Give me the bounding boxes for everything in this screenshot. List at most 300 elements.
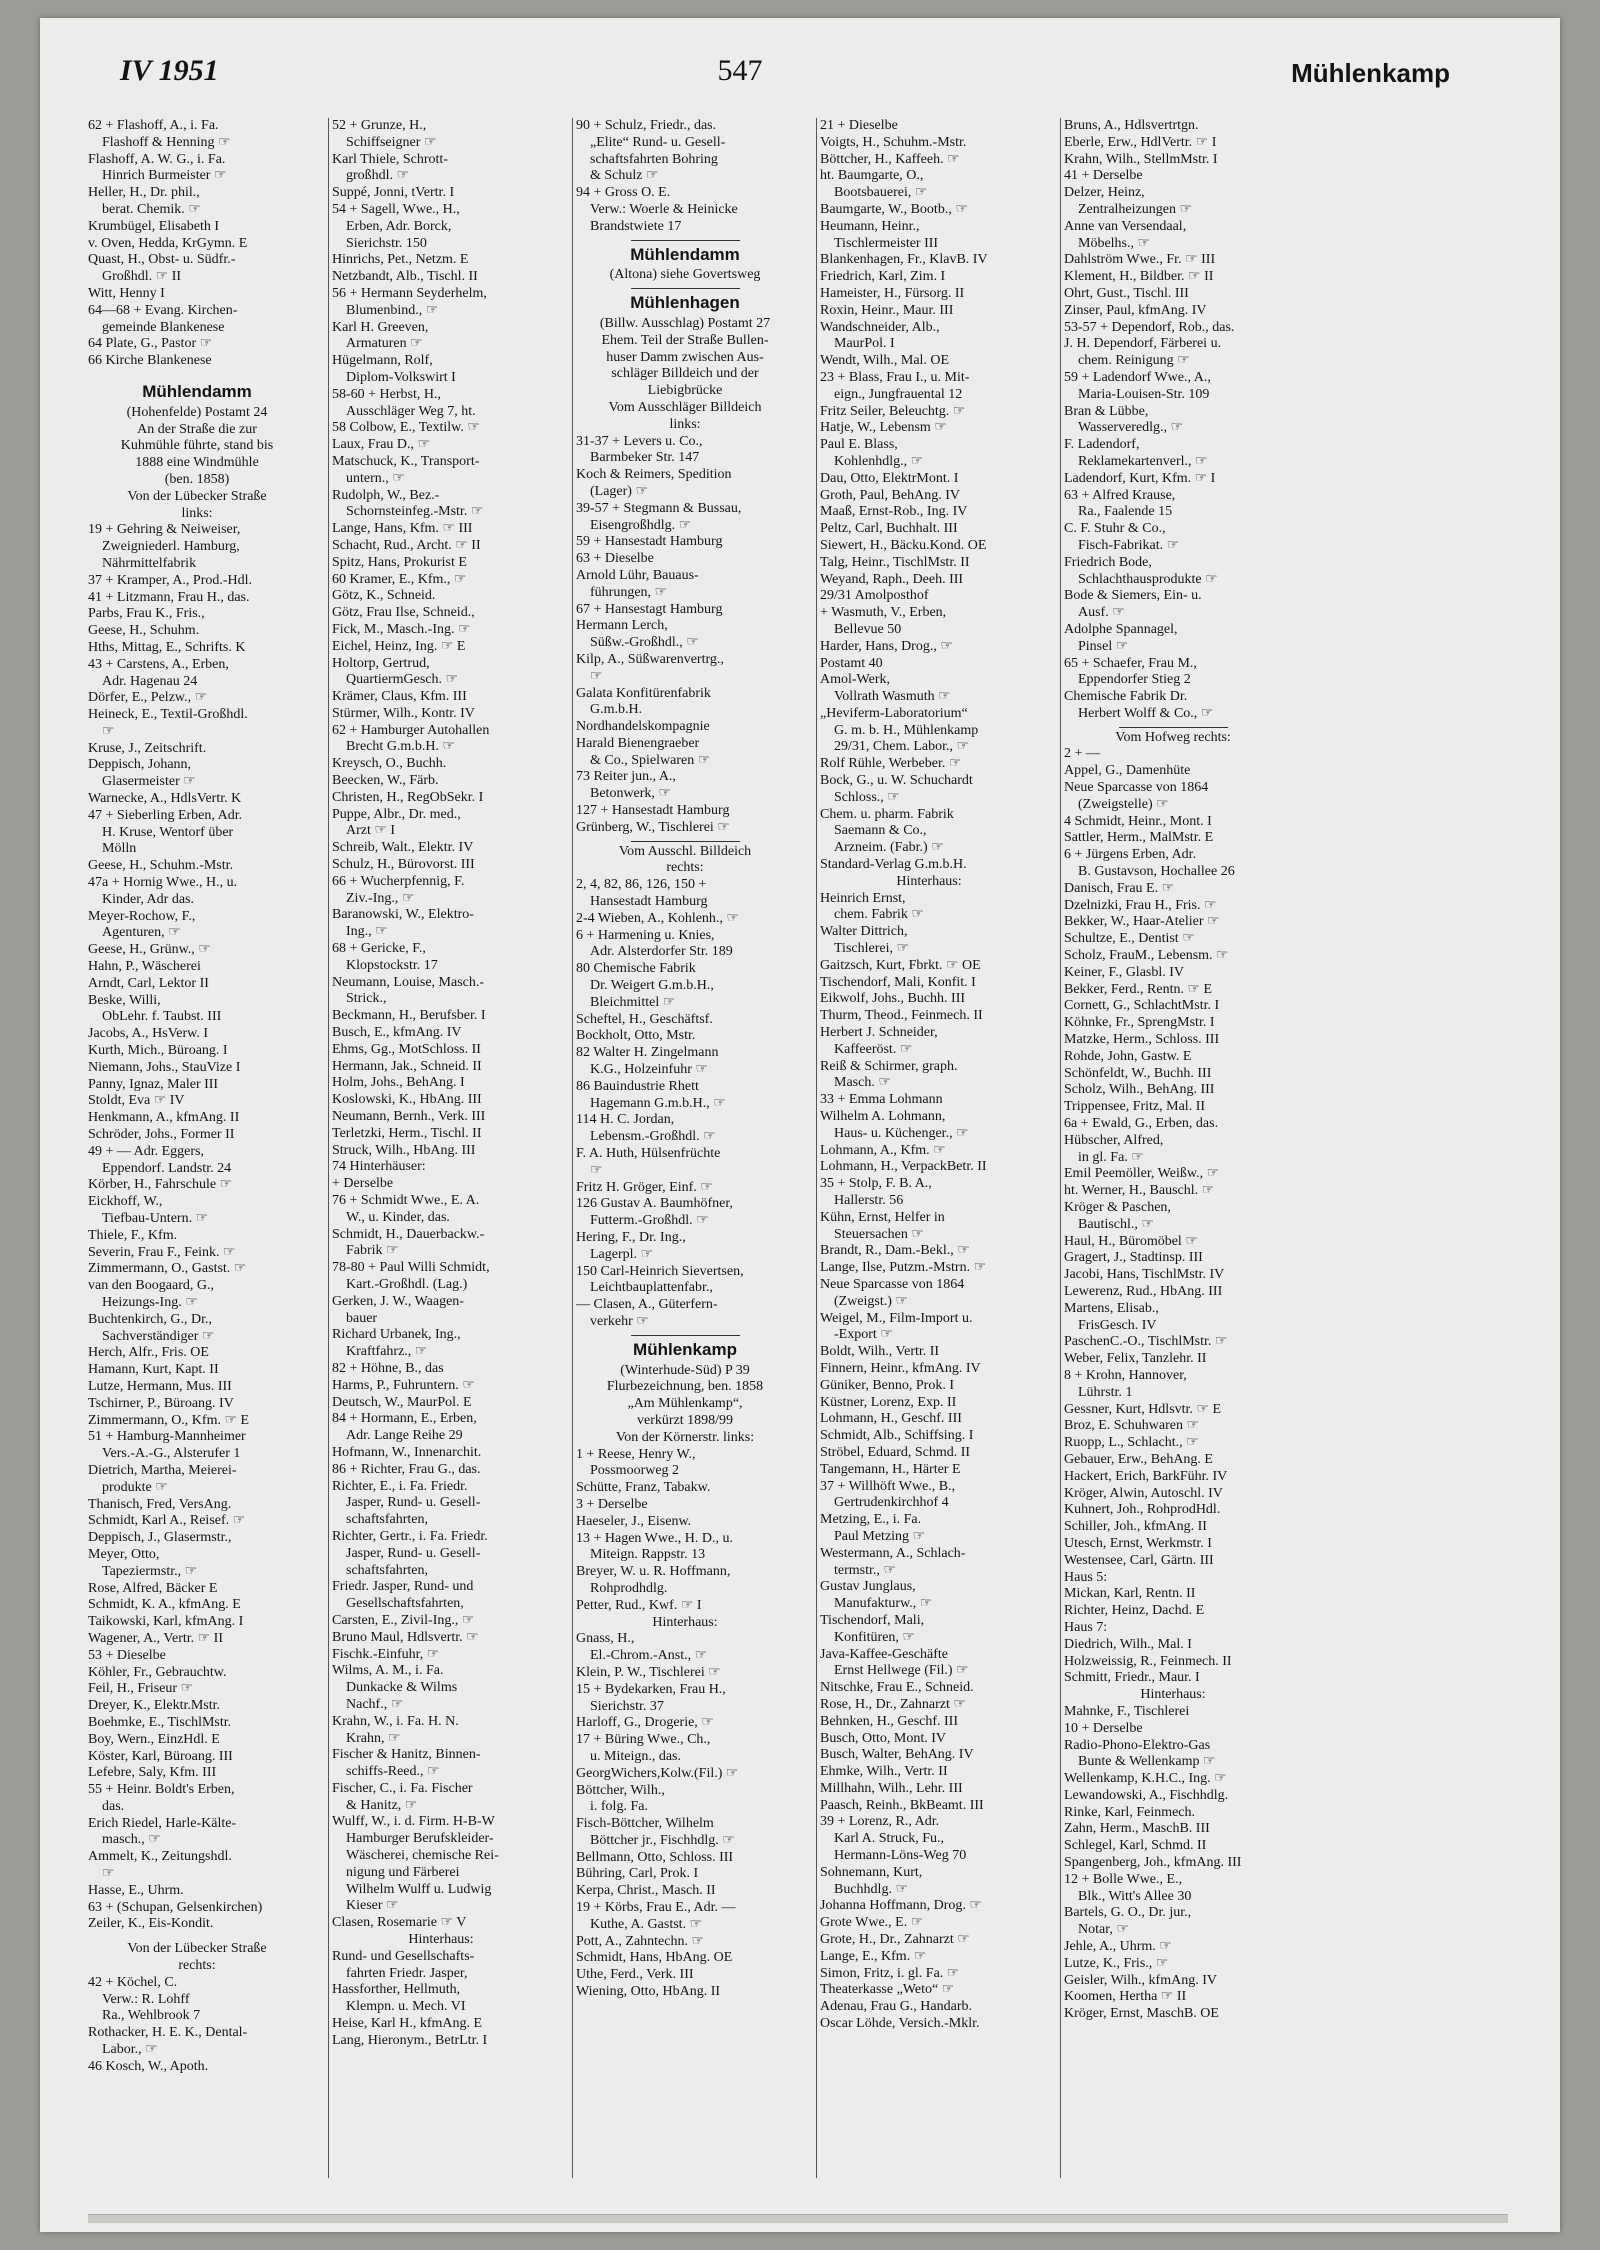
directory-entry: Laux, Frau D., ☞: [332, 437, 431, 453]
directory-entry: Karl Thiele, Schrott-: [332, 151, 448, 167]
directory-entry: Kruse, J., Zeitschrift.: [88, 740, 207, 756]
directory-entry: Wagener, A., Vertr. ☞ II: [88, 1630, 224, 1646]
directory-entry: 90 + Schulz, Friedr., das.: [576, 118, 717, 133]
directory-entry: Heller, H., Dr. phil.,: [88, 185, 200, 201]
directory-entry: 78-80 + Paul Willi Schmidt,: [332, 1260, 490, 1276]
directory-entry: Panny, Ignaz, Maler III: [88, 1076, 219, 1092]
street-heading: Mühlenkamp: [633, 1339, 737, 1359]
directory-entry: 64—68 + Evang. Kirchen-: [88, 302, 238, 318]
directory-entry: Simon, Fritz, i. gl. Fa. ☞: [820, 1965, 960, 1981]
directory-entry: 13 + Hagen Wwe., H. D., u.: [576, 1530, 733, 1546]
directory-entry: Tischendorf, Mali, Konfit. I: [820, 974, 976, 990]
directory-entry: Koomen, Hertha ☞ II: [1064, 1989, 1187, 2005]
directory-entry: Hameister, H., Fürsorg. II: [820, 285, 965, 301]
column-1: [88, 118, 306, 2076]
directory-entry: Millhahn, Wilh., Lehr. III: [820, 1780, 963, 1796]
directory-entry: Paul E. Blass,: [820, 437, 898, 453]
directory-entry: Tapeziermstr., ☞: [102, 1563, 198, 1579]
directory-page: [40, 18, 1560, 2232]
directory-entry: Krumbügel, Elisabeth I: [88, 218, 220, 234]
directory-entry: Niemann, Johs., StauVize I: [88, 1059, 241, 1075]
directory-entry: QuartiermGesch. ☞: [346, 672, 459, 688]
directory-entry: Gragert, J., Stadtinsp. III: [1064, 1250, 1203, 1266]
directory-entry: Krahn, W., i. Fa. H. N.: [332, 1713, 459, 1729]
directory-entry: Lutze, K., Fris., ☞: [1064, 1955, 1169, 1971]
directory-entry: Jasper, Rund- u. Gesell-: [346, 1545, 481, 1561]
directory-entry: Quast, H., Obst- u. Südfr.-: [88, 252, 236, 268]
directory-entry: Verw.: R. Lohff: [102, 1991, 190, 2007]
directory-entry: Bautischl., ☞: [1078, 1216, 1154, 1232]
directory-entry: Miteign. Rappstr. 13: [590, 1547, 706, 1563]
directory-entry: Pinsel ☞: [1078, 638, 1129, 654]
directory-entry: Eickhoff, W.,: [88, 1194, 163, 1210]
directory-entry: Hinrich Burmeister ☞: [102, 168, 227, 184]
directory-entry: Hinterhaus:: [652, 1614, 718, 1630]
directory-entry: Sierichstr. 150: [346, 235, 427, 251]
directory-entry: Adr. Alsterdorfer Str. 189: [590, 944, 733, 960]
directory-entry: Eppendorf. Landstr. 24: [102, 1160, 232, 1176]
directory-entry: Tangemann, H., Härter E: [820, 1461, 961, 1477]
directory-entry: Rothacker, H. E. K., Dental-: [88, 2025, 248, 2041]
directory-entry: Ammelt, K., Zeitungshdl.: [88, 1849, 232, 1865]
directory-entry: 63 + (Schupan, Gelsenkirchen): [88, 1899, 263, 1915]
directory-entry: Erben, Adr. Borck,: [346, 218, 452, 234]
directory-entry: Fritz Seiler, Beleuchtg. ☞: [820, 403, 966, 419]
directory-entry: Terletzki, Herm., Tischl. II: [332, 1125, 482, 1141]
directory-entry: Klement, H., Bildber. ☞ II: [1064, 269, 1214, 285]
directory-entry: Geese, H., Schuhm.: [88, 623, 200, 639]
directory-entry: Nordhandelskompagnie: [576, 719, 710, 735]
directory-entry: Vom Hofweg rechts:: [1115, 729, 1231, 745]
directory-entry: Gnass, H.,: [576, 1631, 635, 1647]
directory-entry: 86 + Richter, Frau G., das.: [332, 1461, 481, 1477]
directory-entry: Carsten, E., Zivil-Ing., ☞: [332, 1612, 475, 1628]
directory-entry: 66 Kirche Blankenese: [88, 353, 212, 369]
directory-entry: Dahlström Wwe., Fr. ☞ III: [1064, 252, 1216, 268]
directory-entry: Krahn, ☞: [346, 1730, 401, 1746]
directory-entry: ht. Baumgarte, O.,: [820, 168, 924, 184]
directory-entry: Neue Sparcasse von 1864: [820, 1276, 965, 1292]
directory-entry: Scheftel, H., Geschäftsf.: [576, 1011, 713, 1027]
directory-entry: (Lager) ☞: [590, 483, 649, 499]
directory-entry: Sachverständiger ☞: [102, 1328, 215, 1344]
directory-entry: 4 Schmidt, Heinr., Mont. I: [1064, 813, 1212, 829]
directory-entry: Grote, H., Dr., Zahnarzt ☞: [820, 1932, 970, 1948]
directory-entry: Ehmke, Wilh., Vertr. II: [820, 1764, 948, 1780]
directory-entry: schläger Billdeich und der: [611, 366, 759, 382]
directory-entry: Schmidt, H., Dauerbackw.-: [332, 1226, 485, 1242]
directory-entry: Verw.: Woerle & Heinicke: [590, 201, 738, 217]
directory-entry: Armaturen ☞: [346, 336, 423, 352]
directory-entry: Fischk.-Einfuhr, ☞: [332, 1646, 440, 1662]
directory-entry: 10 + Derselbe: [1064, 1720, 1143, 1736]
directory-entry: Lange, E., Kfm. ☞: [820, 1948, 927, 1964]
directory-entry: Zeiler, K., Eis-Kondit.: [88, 1916, 214, 1932]
directory-entry: Vom Ausschläger Billdeich: [608, 399, 762, 415]
directory-entry: Körber, H., Fahrschule ☞: [88, 1177, 233, 1193]
directory-entry: Heumann, Heinr.,: [820, 218, 920, 234]
directory-entry: Bekker, Ferd., Rentn. ☞ E: [1064, 981, 1213, 997]
directory-entry: Schütte, Franz, Tabakw.: [576, 1480, 711, 1496]
directory-entry: K.G., Holzeinfuhr ☞: [590, 1062, 708, 1078]
directory-entry: 63 + Dieselbe: [576, 551, 654, 567]
directory-entry: Lange, Hans, Kfm. ☞ III: [332, 521, 473, 537]
directory-entry: Heise, Karl H., kfmAng. E: [332, 2016, 483, 2032]
directory-entry: Meyer, Otto,: [88, 1546, 160, 1562]
directory-entry: Weigel, M., Film-Import u.: [820, 1310, 973, 1326]
directory-entry: Fisch-Böttcher, Wilhelm: [576, 1816, 714, 1832]
directory-entry: Broz, E. Schuhwaren ☞: [1064, 1418, 1200, 1434]
directory-entry: Tischlerei, ☞: [834, 941, 910, 957]
directory-entry: Boldt, Wilh., Vertr. II: [820, 1344, 940, 1360]
directory-entry: 39 + Lorenz, R., Adr.: [820, 1814, 940, 1830]
directory-entry: Anne van Versendaal,: [1064, 218, 1187, 234]
directory-entry: Ausschläger Weg 7, ht.: [346, 403, 476, 419]
directory-entry: Von der Lübecker Straße: [127, 488, 267, 504]
directory-entry: 2 + —: [1064, 746, 1100, 762]
directory-entry: Böttcher, H., Kaffeeh. ☞: [820, 151, 960, 167]
directory-entry: Jasper, Rund- u. Gesell-: [346, 1495, 481, 1511]
directory-entry: PaschenC.-O., TischlMstr. ☞: [1064, 1334, 1228, 1350]
directory-entry: Blankenhagen, Fr., KlavB. IV: [820, 252, 988, 268]
directory-entry: rechts:: [666, 860, 704, 876]
directory-entry: Struck, Wilh., HbAng. III: [332, 1142, 476, 1158]
directory-entry: Eikwolf, Johs., Buchh. III: [820, 991, 966, 1007]
directory-entry: 86 Bauindustrie Rhett: [576, 1078, 699, 1094]
directory-entry: Koch & Reimers, Spedition: [576, 467, 732, 483]
directory-entry: Adolphe Spannagel,: [1064, 621, 1178, 637]
directory-entry: W., u. Kinder, das.: [346, 1209, 450, 1225]
directory-entry: Von der Lübecker Straße: [127, 1941, 267, 1957]
directory-entry: 58-60 + Herbst, H.,: [332, 386, 441, 402]
directory-entry: Schiller, Joh., kfmAng. II: [1064, 1519, 1207, 1535]
directory-entry: Uthe, Ferd., Verk. III: [576, 1967, 694, 1983]
directory-entry: Sattler, Herm., MalMstr. E: [1064, 830, 1214, 846]
directory-entry: Bran & Lübbe,: [1064, 403, 1149, 419]
directory-entry: Metzing, E., i. Fa.: [820, 1512, 922, 1528]
directory-entry: Holtorp, Gertrud,: [332, 655, 430, 671]
directory-entry: Peltz, Carl, Buchhalt. III: [820, 521, 958, 537]
directory-entry: Lohmann, H., VerpackBetr. II: [820, 1159, 987, 1175]
directory-entry: Betonwerk, ☞: [590, 786, 671, 802]
directory-entry: Warnecke, A., HdlsVertr. K: [88, 791, 242, 807]
directory-entry: Fischer, C., i. Fa. Fischer: [332, 1780, 473, 1796]
directory-entry: Zinser, Paul, kfmAng. IV: [1064, 302, 1207, 318]
directory-entry: eign., Jungfrauental 12: [834, 386, 963, 402]
directory-entry: Baranowski, W., Elektro-: [332, 907, 474, 923]
directory-entry: Zahn, Herm., MaschB. III: [1064, 1821, 1210, 1837]
directory-entry: Ra., Wehlbrook 7: [102, 2008, 201, 2024]
directory-entry: Netzbandt, Alb., Tischl. II: [332, 269, 478, 285]
directory-entry: MaurPol. I: [834, 336, 895, 352]
directory-entry: Saemann & Co.,: [834, 823, 927, 839]
directory-entry: 2-4 Wieben, A., Kohlenh., ☞: [576, 910, 739, 926]
directory-entry: Finnern, Heinr., kfmAng. IV: [820, 1360, 981, 1376]
directory-entry: 35 + Stolp, F. B. A.,: [820, 1176, 932, 1192]
directory-entry: C. F. Stuhr & Co.,: [1064, 521, 1166, 537]
directory-entry: Haus 7:: [1064, 1619, 1108, 1635]
directory-entry: 52 + Grunze, H.,: [332, 118, 427, 133]
directory-entry: schaftsfahrten,: [346, 1512, 429, 1528]
directory-entry: An der Straße die zur: [137, 421, 257, 437]
directory-entry: Blumenbind., ☞: [346, 302, 439, 318]
directory-entry: + Derselbe: [332, 1176, 394, 1192]
directory-entry: Paul Metzing ☞: [834, 1528, 926, 1544]
directory-entry: Stürmer, Wilh., Kontr. IV: [332, 705, 475, 721]
directory-entry: Busch, Walter, BehAng. IV: [820, 1747, 974, 1763]
directory-entry: Futterm.-Großhdl. ☞: [590, 1213, 709, 1229]
directory-entry: Heizungs-Ing. ☞: [102, 1294, 198, 1310]
directory-entry: Matschuck, K., Transport-: [332, 453, 480, 469]
directory-entry: Schiffseigner ☞: [346, 134, 437, 150]
directory-entry: Appel, G., Damenhüte: [1064, 763, 1191, 779]
directory-entry: Lohmann, A., Kfm. ☞: [820, 1142, 946, 1158]
directory-entry: Böttcher, Wilh.,: [576, 1782, 665, 1798]
directory-entry: Bruns, A., Hdlsvertrtgn.: [1064, 118, 1199, 133]
directory-entry: Gertrudenkirchhof 4: [834, 1495, 949, 1511]
directory-entry: Possmoorweg 2: [590, 1463, 680, 1479]
directory-entry: Boehmke, E., TischlMstr.: [88, 1714, 232, 1730]
directory-entry: Gustav Junglaus,: [820, 1579, 916, 1595]
directory-entry: Haeseler, J., Eisenw.: [576, 1513, 692, 1529]
directory-entry: „Am Mühlenkamp“,: [627, 1396, 743, 1412]
directory-entry: Adenau, Frau G., Handarb.: [820, 1999, 973, 2015]
directory-entry: 19 + Gehring & Neiweiser,: [88, 522, 241, 538]
directory-entry: Wellenkamp, K.H.C., Ing. ☞: [1064, 1771, 1227, 1787]
directory-entry: 60 Kramer, E., Kfm., ☞: [332, 571, 467, 587]
directory-entry: Nährmittelfabrik: [102, 555, 197, 571]
directory-entry: Emil Peemöller, Weißw., ☞: [1064, 1166, 1220, 1182]
directory-entry: Severin, Frau F., Feink. ☞: [88, 1244, 236, 1260]
directory-entry: Buchhdlg. ☞: [834, 1881, 908, 1897]
directory-entry: schaftsfahrten Bohring: [590, 151, 718, 167]
directory-entry: [88, 370, 306, 378]
directory-entry: 43 + Carstens, A., Erben,: [88, 656, 229, 672]
directory-entry: Diplom-Volkswirt I: [346, 369, 456, 385]
directory-entry: 82 + Höhne, B., das: [332, 1360, 444, 1376]
directory-entry: Flashoff & Henning ☞: [102, 134, 231, 150]
directory-entry: Westermann, A., Schlach-: [820, 1545, 966, 1561]
directory-entry: (Hohenfelde) Postamt 24: [126, 404, 268, 420]
directory-entry: Boy, Wern., EinzHdl. E: [88, 1731, 220, 1747]
directory-entry: Dunkacke & Wilms: [346, 1680, 458, 1696]
directory-entry: Galata Konfitürenfabrik: [576, 685, 711, 701]
directory-entry: v. Oven, Hedda, KrGymn. E: [88, 235, 248, 251]
directory-entry: Reklamekartenverl., ☞: [1078, 453, 1208, 469]
directory-entry: Maaß, Ernst-Rob., Ing. IV: [820, 504, 968, 520]
directory-entry: 80 Chemische Fabrik: [576, 961, 696, 977]
directory-entry: Tischendorf, Mali,: [820, 1612, 925, 1628]
directory-entry: Bunte & Wellenkamp ☞: [1078, 1754, 1216, 1770]
directory-entry: Arnold Lühr, Bauaus-: [576, 567, 699, 583]
directory-entry: ☞: [102, 723, 115, 739]
directory-entry: Liebigbrücke: [647, 383, 723, 399]
directory-entry: Wilhelm Wulff u. Ludwig: [346, 1881, 492, 1897]
directory-entry: Labor., ☞: [102, 2042, 158, 2058]
directory-entry: Karl H. Greeven,: [332, 319, 429, 335]
directory-entry: „Elite“ Rund- u. Gesell-: [590, 134, 726, 150]
directory-entry: Rose, H., Dr., Zahnarzt ☞: [820, 1696, 966, 1712]
directory-entry: Barmbeker Str. 147: [590, 450, 700, 466]
directory-entry: Eberle, Erw., HdlVertr. ☞ I: [1064, 134, 1217, 150]
directory-entry: Bellevue 50: [834, 621, 902, 637]
directory-entry: Lang, Hieronym., BetrLtr. I: [332, 2032, 488, 2048]
directory-entry: 53 + Dieselbe: [88, 1647, 166, 1663]
directory-entry: 126 Gustav A. Baumhöfner,: [576, 1196, 733, 1212]
directory-entry: Friedr. Jasper, Rund- und: [332, 1579, 474, 1595]
directory-entry: verkürzt 1898/99: [636, 1412, 734, 1428]
directory-entry: Hermann Lerch,: [576, 618, 668, 634]
directory-entry: führungen, ☞: [590, 584, 668, 600]
directory-entry: Schröder, Johs., Former II: [88, 1127, 235, 1143]
directory-entry: links:: [181, 505, 213, 521]
directory-entry: Klein, P. W., Tischlerei ☞: [576, 1664, 721, 1680]
directory-entry: Holm, Johs., BehAng. I: [332, 1075, 465, 1091]
directory-entry: Böttcher jr., Fischhdlg. ☞: [590, 1832, 735, 1848]
directory-entry: Petter, Rud., Kwf. ☞ I: [576, 1597, 702, 1613]
directory-entry: Lohmann, H., Geschf. III: [820, 1411, 962, 1427]
directory-entry: Zentralheizungen ☞: [1078, 201, 1193, 217]
directory-entry: 6a + Ewald, G., Erben, das.: [1064, 1116, 1219, 1132]
directory-entry: Geese, H., Grünw., ☞: [88, 942, 211, 958]
directory-entry: berat. Chemik. ☞: [102, 201, 201, 217]
directory-entry: Danisch, Frau E. ☞: [1064, 880, 1175, 896]
directory-entry: Siewert, H., Bäcku.Kond. OE: [820, 537, 987, 553]
directory-entry: Ziv.-Ing., ☞: [346, 890, 415, 906]
directory-entry: Flurbezeichnung, ben. 1858: [606, 1379, 764, 1395]
street-heading: Mühlenhagen: [630, 293, 740, 313]
directory-entry: Mickan, Karl, Rentn. II: [1064, 1586, 1196, 1602]
directory-entry: Rudolph, W., Bez.-: [332, 487, 440, 503]
column-divider: [816, 118, 817, 2178]
directory-entry: Haus- u. Küchenger., ☞: [834, 1125, 969, 1141]
directory-entry: Dietrich, Martha, Meierei-: [88, 1462, 237, 1478]
directory-entry: 1 + Reese, Henry W.,: [576, 1446, 696, 1462]
directory-entry: (Altona) siehe Govertsweg: [609, 267, 761, 283]
directory-entry: verkehr ☞: [590, 1313, 649, 1329]
directory-entry: Hths, Mittag, E., Schrifts. K: [88, 639, 246, 655]
directory-entry: 29/31 Amolposthof: [820, 588, 929, 604]
column-2: [332, 118, 550, 2050]
directory-entry: Bruno Maul, Hdlsvertr. ☞: [332, 1629, 479, 1645]
directory-entry: 42 + Köchel, C.: [88, 1974, 178, 1990]
directory-entry: Hatje, W., Lebensm ☞: [820, 420, 947, 436]
directory-entry: Breyer, W. u. R. Hoffmann,: [576, 1564, 731, 1580]
directory-entry: Dreyer, K., Elektr.Mstr.: [88, 1698, 221, 1714]
directory-entry: F. A. Huth, Hülsenfrüchte: [576, 1146, 721, 1162]
directory-entry: 21 + Dieselbe: [820, 118, 898, 133]
directory-entry: Thanisch, Fred, VersAng.: [88, 1496, 232, 1512]
directory-entry: (Zweigst.) ☞: [834, 1293, 908, 1309]
directory-entry: Lefebre, Saly, Kfm. III: [88, 1765, 217, 1781]
directory-entry: (Zweigstelle) ☞: [1078, 796, 1169, 812]
directory-entry: Herbert Wolff & Co., ☞: [1078, 705, 1214, 721]
directory-entry: Lange, Ilse, Putzm.-Mstrn. ☞: [820, 1260, 987, 1276]
directory-entry: Delzer, Heinz,: [1064, 185, 1145, 201]
directory-entry: Von der Körnerstr. links:: [615, 1429, 755, 1445]
directory-entry: Bühring, Carl, Prok. I: [576, 1866, 699, 1882]
directory-entry: Köhnke, Fr., SprengMstr. I: [1064, 1015, 1215, 1031]
directory-entry: Hasse, E., Uhrm.: [88, 1882, 184, 1898]
directory-entry: Richter, E., i. Fa. Friedr.: [332, 1478, 468, 1494]
directory-entry: Fischer & Hanitz, Binnen-: [332, 1747, 481, 1763]
directory-entry: Eisengroßhdlg. ☞: [590, 517, 692, 533]
directory-entry: Baumgarte, W., Bootb., ☞: [820, 201, 968, 217]
directory-entry: Theaterkasse „Weto“ ☞: [820, 1982, 955, 1998]
directory-entry: Lewandowski, A., Fischhdlg.: [1064, 1787, 1229, 1803]
directory-entry: 65 + Schaefer, Frau M.,: [1064, 655, 1197, 671]
directory-entry: 17 + Büring Wwe., Ch.,: [576, 1732, 711, 1748]
directory-entry: [88, 1933, 306, 1941]
directory-entry: Kühn, Ernst, Helfer in: [820, 1209, 945, 1225]
directory-entry: Eichel, Heinz, Ing. ☞ E: [332, 638, 466, 654]
directory-entry: Zweigniederl. Hamburg,: [102, 539, 240, 555]
directory-entry: 67 + Hansestagt Hamburg: [576, 601, 723, 617]
directory-entry: Arzneim. (Fabr.) ☞: [834, 840, 944, 856]
directory-entry: Adr. Lange Reihe 29: [346, 1428, 463, 1444]
directory-entry: 6 + Jürgens Erben, Adr.: [1064, 847, 1197, 863]
directory-entry: Schmidt, Karl A., Reisef. ☞: [88, 1513, 246, 1529]
directory-entry: (Winterhude-Süd) P 39: [620, 1362, 750, 1378]
directory-entry: Hofmann, W., Innenarchit.: [332, 1444, 482, 1460]
directory-entry: Brecht G.m.b.H. ☞: [346, 739, 455, 755]
directory-entry: Gebauer, Erw., BehAng. E: [1064, 1451, 1213, 1467]
directory-entry: Kohlenhdlg., ☞: [834, 453, 924, 469]
directory-entry: 37 + Willhöft Wwe., B.,: [820, 1478, 956, 1494]
street-heading: Mühlendamm: [630, 244, 740, 264]
directory-entry: Blk., Witt's Allee 30: [1078, 1888, 1192, 1904]
directory-entry: 2, 4, 82, 86, 126, 150 +: [576, 877, 707, 893]
directory-entry: Heineck, E., Textil-Großhdl.: [88, 707, 248, 723]
directory-entry: -Export ☞: [834, 1327, 893, 1343]
directory-entry: Kilp, A., Süßwarenvertrg.,: [576, 651, 724, 667]
directory-entry: Keiner, F., Glasbl. IV: [1064, 964, 1185, 980]
directory-entry: Schmidt, Hans, HbAng. OE: [576, 1950, 733, 1966]
directory-entry: Jehle, A., Uhrm. ☞: [1064, 1939, 1172, 1955]
directory-entry: Ra., Faalende 15: [1078, 504, 1173, 520]
directory-entry: Steuersachen ☞: [834, 1226, 924, 1242]
directory-entry: 73 Reiter jun., A.,: [576, 769, 676, 785]
section-rule: [631, 240, 740, 241]
directory-entry: Holzweissig, R., Feinmech. II: [1064, 1653, 1232, 1669]
directory-entry: van den Boogaard, G.,: [88, 1278, 214, 1294]
directory-entry: Strick.,: [346, 991, 387, 1007]
directory-entry: das.: [102, 1798, 125, 1814]
column-4: [820, 118, 1038, 2033]
directory-entry: Gessner, Kurt, Hdlsvtr. ☞ E: [1064, 1401, 1222, 1417]
column-5: [1064, 118, 1282, 2023]
directory-entry: Wilhelm A. Lohmann,: [820, 1109, 946, 1125]
directory-entry: G. m. b. H., Mühlenkamp: [834, 722, 979, 738]
directory-entry: Schulz, H., Bürovorst. III: [332, 857, 475, 873]
directory-entry: Erich Riedel, Harle-Kälte-: [88, 1815, 237, 1831]
directory-entry: Dzelnizki, Frau H., Fris. ☞: [1064, 897, 1217, 913]
directory-entry: Zimmermann, O., Kfm. ☞ E: [88, 1412, 250, 1428]
directory-entry: Voigts, H., Schuhm.-Mstr.: [820, 134, 967, 150]
directory-entry: Bock, G., u. W. Schuchardt: [820, 773, 973, 789]
directory-entry: Westensee, Carl, Gärtn. III: [1064, 1552, 1214, 1568]
directory-entry: Schultze, E., Dentist ☞: [1064, 931, 1195, 947]
directory-entry: masch., ☞: [102, 1832, 161, 1848]
directory-entry: Schmidt, K. A., kfmAng. E: [88, 1597, 241, 1613]
directory-entry: 62 + Flashoff, A., i. Fa.: [88, 118, 219, 133]
directory-entry: Schmitt, Friedr., Maur. I: [1064, 1670, 1200, 1686]
directory-entry: 41 + Litzmann, Frau H., das.: [88, 589, 250, 605]
directory-entry: schaftsfahrten,: [346, 1562, 429, 1578]
directory-entry: Harloff, G., Drogerie, ☞: [576, 1715, 714, 1731]
directory-entry: Jacobs, A., HsVerw. I: [88, 1026, 209, 1042]
directory-entry: 6 + Harmening u. Knies,: [576, 927, 715, 943]
